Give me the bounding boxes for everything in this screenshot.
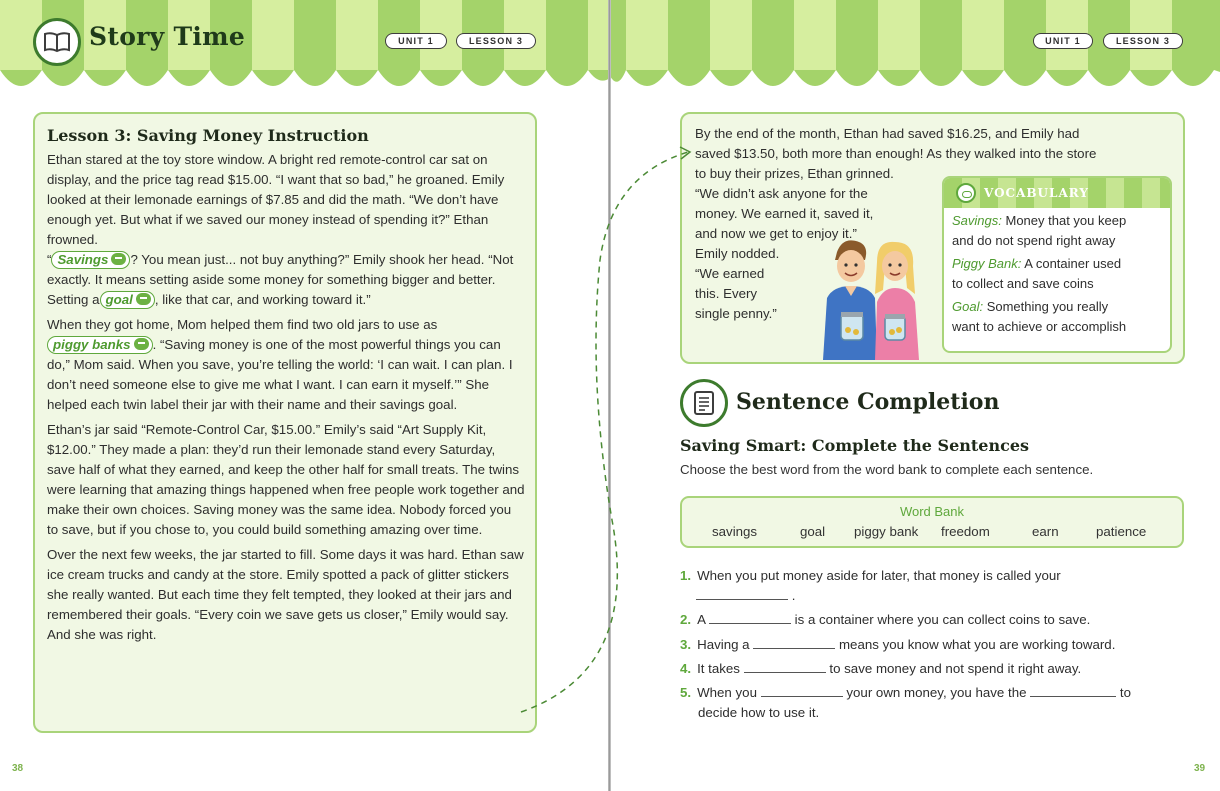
story-line: saved $13.50, both more than enough! As they walked into the store (695, 146, 1097, 161)
word-bank-word[interactable]: freedom (941, 524, 990, 539)
answer-blank[interactable] (753, 637, 835, 649)
activity-instructions: Choose the best word from the word bank to complete each sentence. (680, 462, 1094, 477)
activity-title: Sentence Completion (736, 389, 1000, 415)
answer-blank[interactable] (709, 612, 791, 624)
header-awning (610, 0, 1220, 100)
speech-bubble-icon (956, 183, 976, 203)
story-line: money. We earned it, saved it, (695, 206, 874, 221)
question-1-answer: . (696, 586, 795, 606)
question-5-continued: decide how to use it. (698, 705, 820, 720)
word-bank (680, 496, 1184, 548)
question-4: 4. It takes to save money and not spend it right away. (680, 661, 1082, 676)
word-bank-word[interactable]: savings (712, 524, 758, 539)
vocab-tag-piggy-banks[interactable]: piggy banks (47, 336, 153, 354)
story-heading: Lesson 3: Saving Money Instruction (47, 126, 369, 145)
word-bank-word[interactable]: piggy bank (854, 524, 919, 539)
story-line: this. Every (695, 286, 758, 301)
word-bank-word[interactable]: earn (1032, 524, 1059, 539)
story-line: “We earned (695, 266, 765, 281)
lesson-badge: LESSON 3 (1103, 33, 1183, 49)
story-box (33, 112, 537, 733)
activity-subtitle: Saving Smart: Complete the Sentences (680, 436, 1030, 455)
story-line: single penny.” (695, 306, 777, 321)
answer-blank[interactable] (1030, 685, 1116, 697)
page-number: 39 (1194, 763, 1206, 774)
word-bank-word[interactable]: patience (1096, 524, 1147, 539)
speech-bubble-icon (134, 338, 149, 350)
book-icon (33, 18, 81, 66)
story-paragraph: When they got home, Mom helped them find two old jars to use as piggy banks . “Saving money is one of the most powerful things you can do,” Mom said. When you save, you’re telling the world: ‘I can wait. I can plan. I don’t need someone else to give me what I want. I can earn it myself.’” She helped each twin label their jar with their name and their savings goal. (47, 317, 513, 412)
story-paragraph: Ethan’s jar said “Remote-Control Car, $15.00.” Emily’s said “Art Supply Kit, $12.00.” They made a plan: they’d run their lemonade stand every Saturday, save half of what they earned, and keep the other half for small treats. The twins were learning that amazing things happened when free people work together and make their own choices. Saving money was the same idea. Nobody forced you to save, but if you chose to, you could build something amazing over time. (47, 422, 525, 537)
speech-bubble-icon (111, 253, 126, 265)
answer-blank[interactable] (761, 685, 843, 697)
word-bank-title: Word Bank (899, 504, 965, 519)
page-number: 38 (12, 763, 24, 774)
vocabulary-card (942, 176, 1172, 353)
right-page (610, 0, 1220, 791)
unit-badge: UNIT 1 (1033, 33, 1093, 49)
story-paragraph: Over the next few weeks, the jar started to fill. Some days it was hard. Ethan saw ice cream trucks and candy at the store. Emily spotted a pack of glitter stickers she really wanted. But each time they felt tempted, they looked at their jars and remembered their goals. “Every coin we save gets us closer,” Emily would say. And she was right. (47, 547, 524, 642)
vocab-entry-goal: Goal: Something you really want to achieve or accomplish (952, 299, 1127, 334)
book-spine (608, 0, 611, 791)
worksheet-icon (680, 379, 728, 427)
vocab-tag-goal[interactable]: goal (100, 291, 155, 309)
vocabulary-header: VOCABULARY (944, 178, 1170, 208)
speech-bubble-icon (136, 293, 151, 305)
story-line: Emily nodded. (695, 246, 780, 261)
story-paragraph: Ethan stared at the toy store window. A bright red remote-control car sat on display, and the price tag read $15.00. “I want that so bad,” he groaned. Emily looked at their lemonade earnings of $7.85 and did the math. “We don’t have enough yet. But what if we saved our money instead of spending it?” Ethan frowned. “ Savings ? You mean just... not buy anything?” Emily shook her head. “Not exactly. It means setting aside some money for something bigger and better. Setting a goal , like that car, and working toward it.” (47, 152, 514, 307)
story-line: to buy their prizes, Ethan grinned. (695, 166, 894, 181)
story-continuation-box (680, 112, 1185, 364)
story-line: “We didn’t ask anyone for the (695, 186, 868, 201)
section-title: Story Time (89, 22, 246, 51)
word-bank-word[interactable]: goal (800, 524, 826, 539)
question-2: 2. A is a container where you can collect coins to save. (680, 612, 1091, 627)
question-3: 3. Having a means you know what you are working toward. (680, 637, 1116, 652)
vocab-entry-savings: Savings: Money that you keep and do not spend right away (952, 213, 1127, 248)
question-5: 5. When you your own money, you have the to (680, 685, 1131, 700)
vocab-tag-savings[interactable]: Savings (51, 251, 130, 269)
answer-blank[interactable] (696, 588, 788, 600)
unit-badge: UNIT 1 (385, 33, 447, 49)
question-1: 1. When you put money aside for later, that money is called your (680, 568, 1061, 583)
answer-blank[interactable] (744, 661, 826, 673)
story-line: and now we get to enjoy it.” (695, 226, 857, 241)
vocab-entry-piggy-bank: Piggy Bank: A container used to collect and save coins (952, 256, 1122, 291)
story-line: By the end of the month, Ethan had saved $16.25, and Emily had (695, 126, 1080, 141)
lesson-badge: LESSON 3 (456, 33, 536, 49)
twins-illustration (815, 232, 927, 360)
